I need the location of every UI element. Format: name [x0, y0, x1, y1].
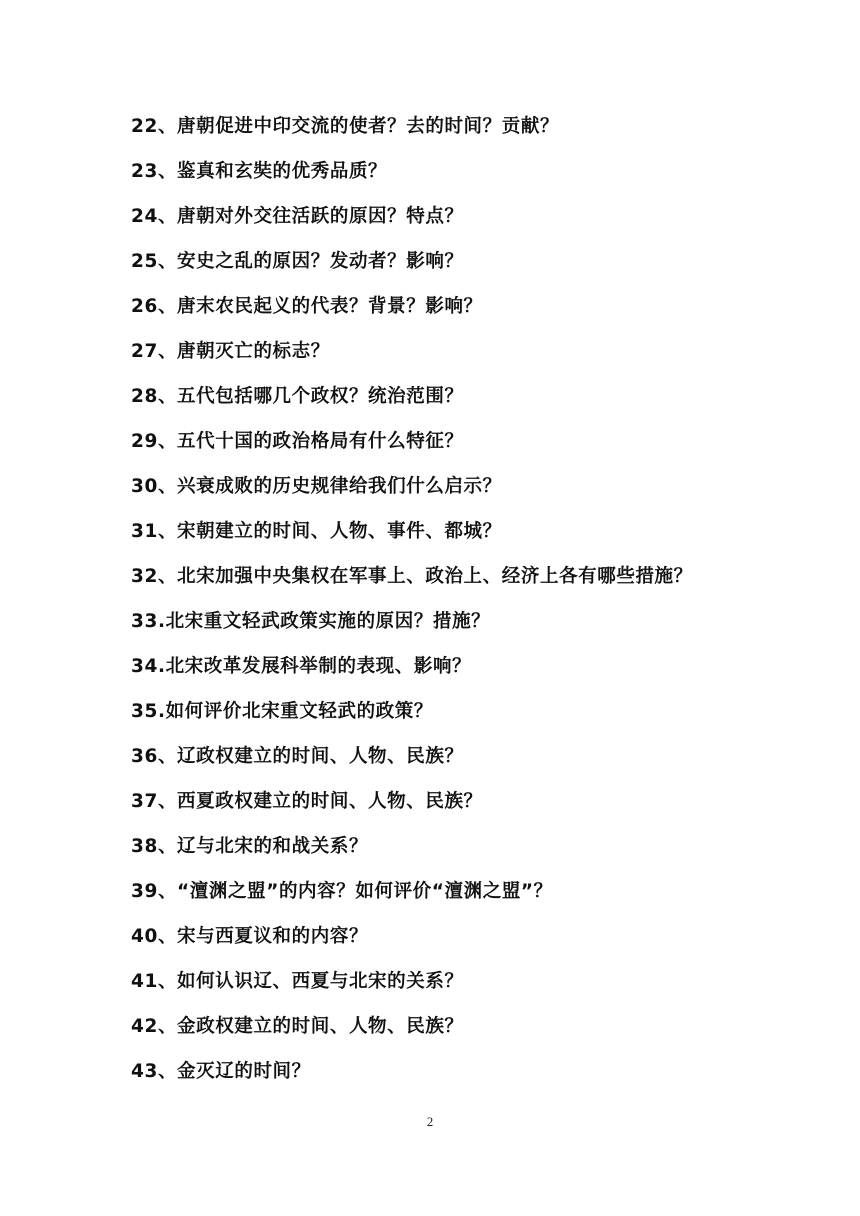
question-item: 43、金灭辽的时间？ — [131, 1061, 311, 1082]
question-item: 28、五代包括哪几个政权？统治范围？ — [131, 386, 464, 407]
question-item: 37、西夏政权建立的时间、人物、民族？ — [131, 791, 483, 812]
question-item: 39、“澶渊之盟”的内容？如何评价“澶渊之盟”？ — [131, 881, 553, 902]
question-item: 32、北宋加强中央集权在军事上、政治上、经济上各有哪些措施？ — [131, 566, 693, 587]
question-item: 36、辽政权建立的时间、人物、民族？ — [131, 746, 464, 767]
question-item: 22、唐朝促进中印交流的使者？去的时间？贡献？ — [131, 116, 560, 137]
question-item: 31、宋朝建立的时间、人物、事件、都城？ — [131, 521, 502, 542]
question-item: 25、安史之乱的原因？发动者？影响？ — [131, 251, 464, 272]
question-item: 33.北宋重文轻武政策实施的原因？措施？ — [131, 611, 491, 632]
question-item: 29、五代十国的政治格局有什么特征？ — [131, 431, 464, 452]
question-item: 42、金政权建立的时间、人物、民族？ — [131, 1016, 464, 1037]
question-item: 41、如何认识辽、西夏与北宋的关系？ — [131, 971, 464, 992]
page-number: 2 — [426, 1114, 434, 1129]
question-item: 26、唐末农民起义的代表？背景？影响？ — [131, 296, 483, 317]
question-item: 40、宋与西夏议和的内容？ — [131, 926, 369, 947]
question-item: 34.北宋改革发展科举制的表现、影响？ — [131, 656, 472, 677]
question-item: 27、唐朝灭亡的标志？ — [131, 341, 330, 362]
question-item: 35.如何评价北宋重文轻武的政策？ — [131, 701, 433, 722]
question-item: 38、辽与北宋的和战关系？ — [131, 836, 369, 857]
question-item: 30、兴衰成败的历史规律给我们什么启示？ — [131, 476, 502, 497]
question-list — [131, 112, 693, 1102]
question-item: 24、唐朝对外交往活跃的原因？特点？ — [131, 206, 464, 227]
question-item: 23、鉴真和玄奘的优秀品质？ — [131, 161, 388, 182]
